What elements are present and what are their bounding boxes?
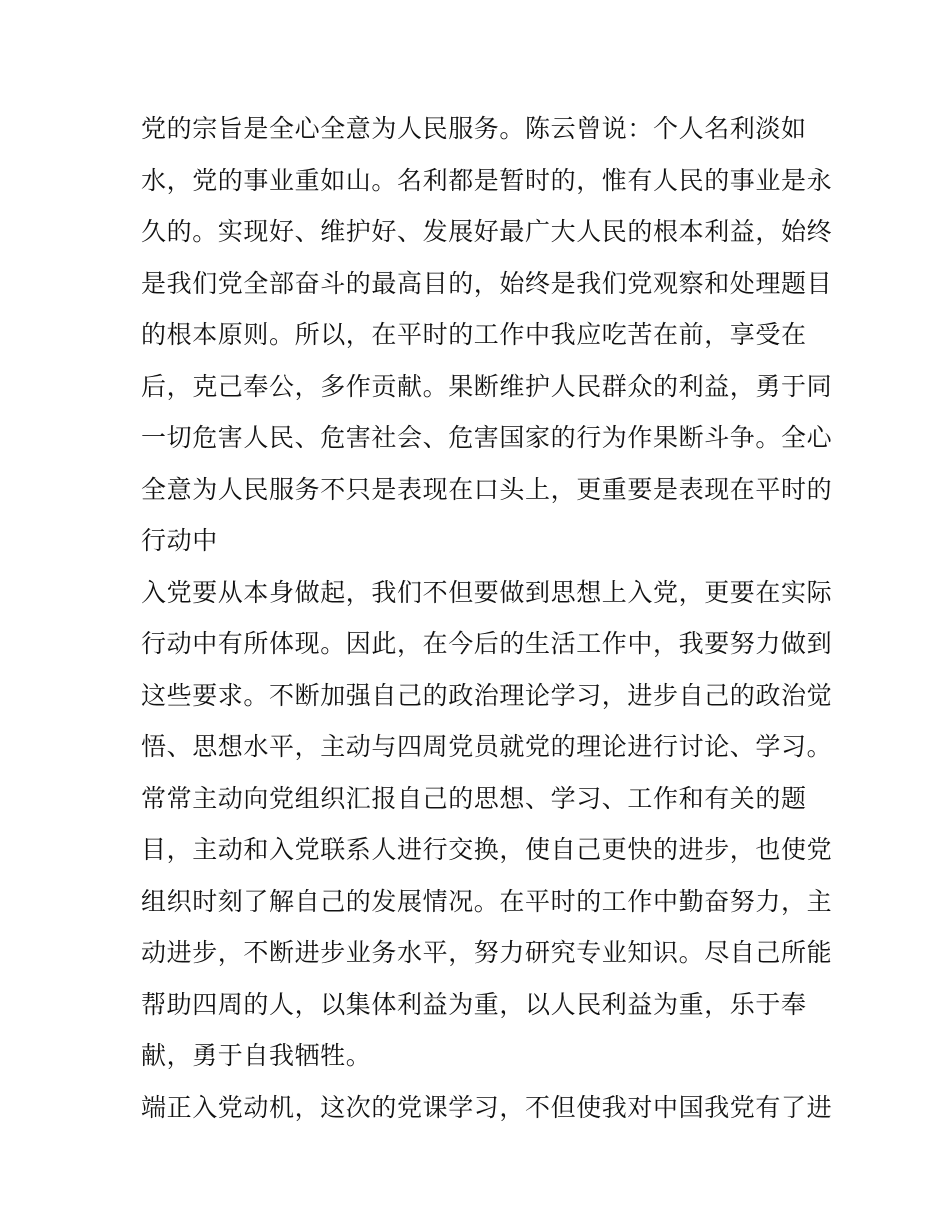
text-line-3: 久的。实现好、维护好、发展好最广大人民的根本利益，始终	[141, 217, 833, 246]
text-line-9: 行动中	[141, 526, 218, 555]
text-line-16: 组织时刻了解自己的发展情况。在平时的工作中勤奋努力，主	[141, 886, 833, 916]
text-line-14: 常常主动向党组织汇报自己的思想、学习、工作和有关的题	[141, 783, 807, 813]
text-line-7: 一切危害人民、危害社会、危害国家的行为作果断斗争。全心	[141, 423, 833, 452]
text-line-13: 悟、思想水平，主动与四周党员就党的理论进行讨论、学习。	[141, 732, 833, 761]
text-line-15: 目，主动和入党联系人进行交换，使自己更快的进步，也使党	[141, 835, 833, 864]
text-line-2: 水，党的事业重如山。名利都是暂时的，惟有人民的事业是永	[141, 165, 833, 195]
text-line-11: 行动中有所体现。因此，在今后的生活工作中，我要努力做到	[141, 629, 833, 658]
text-line-19: 献，勇于自我牺牲。	[141, 1041, 372, 1070]
text-line-18: 帮助四周的人，以集体利益为重，以人民利益为重，乐于奉	[141, 989, 807, 1019]
text-line-6: 后，克己奉公，多作贡献。果断维护人民群众的利益，勇于同	[141, 371, 833, 401]
text-line-5: 的根本原则。所以，在平时的工作中我应吃苦在前，享受在	[141, 320, 807, 349]
text-line-10: 入党要从本身做起，我们不但要做到思想上入党，更要在实际	[141, 577, 833, 607]
text-line-1: 党的宗旨是全心全意为人民服务。陈云曾说：个人名利淡如	[141, 114, 807, 143]
text-line-17: 动进步，不断进步业务水平，努力研究专业知识。尽自己所能	[141, 938, 833, 967]
text-line-8: 全意为人民服务不只是表现在口头上，更重要是表现在平时的	[141, 474, 833, 504]
text-line-12: 这些要求。不断加强自己的政治理论学习，进步自己的政治觉	[141, 680, 833, 710]
body-text	[141, 103, 833, 1133]
text-line-20: 端正入党动机，这次的党课学习，不但使我对中国我党有了进	[141, 1092, 833, 1122]
text-line-4: 是我们党全部奋斗的最高目的，始终是我们党观察和处理题目	[141, 268, 833, 298]
